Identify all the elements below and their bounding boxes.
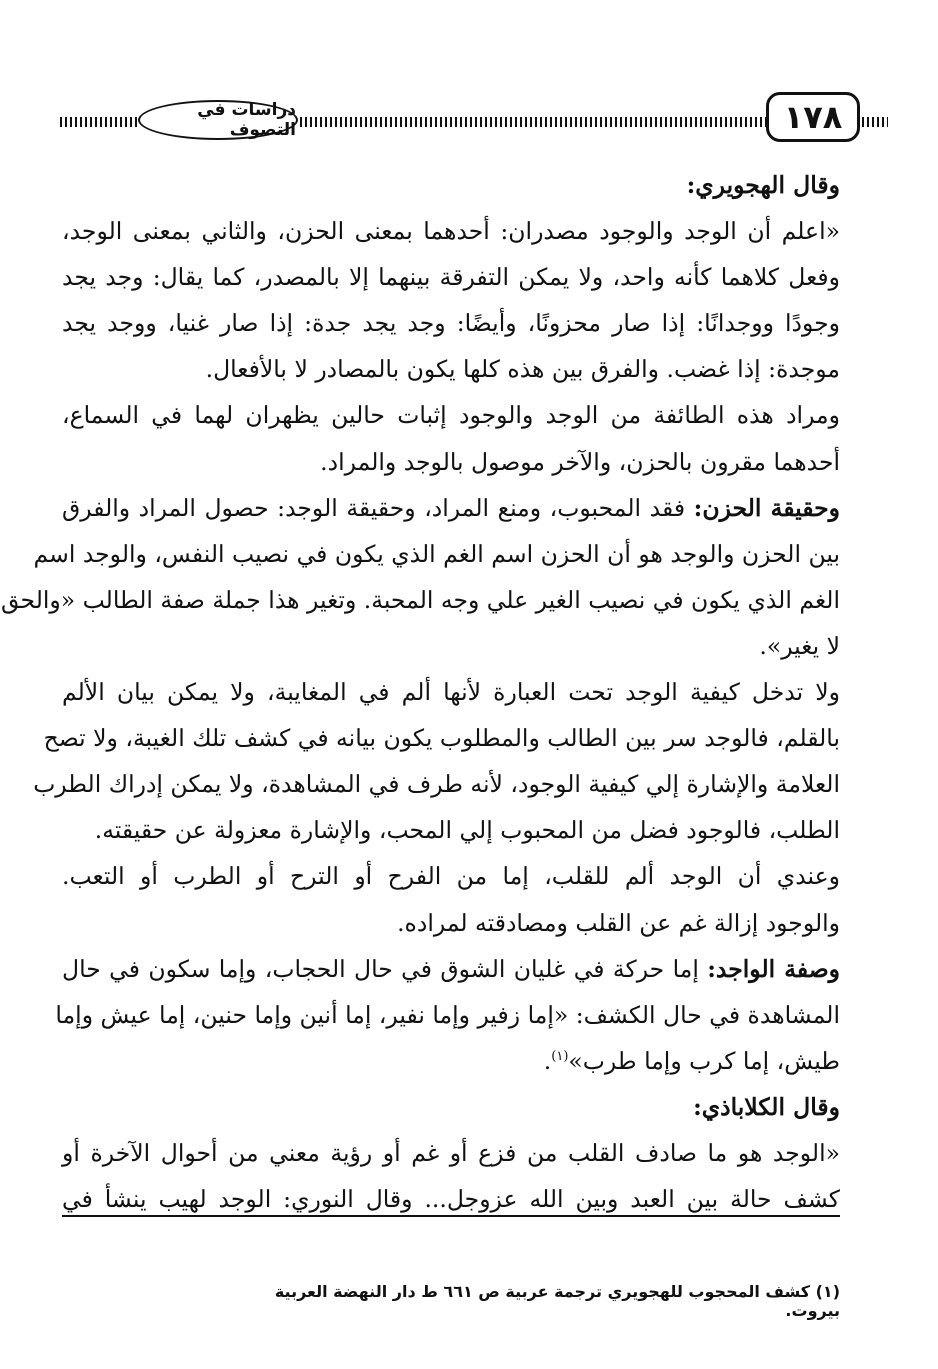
line-text: بين الحزن والوجد هو أن الحزن اسم الغم الذي يكون في نصيب النفس، والوجد اسم bbox=[33, 539, 840, 568]
text-line bbox=[33, 761, 840, 807]
text-line bbox=[62, 669, 840, 715]
line-text: أحدهما مقرون بالحزن، والآخر موصول بالوجد والمراد. bbox=[320, 447, 840, 476]
text-line bbox=[62, 946, 840, 992]
text-line bbox=[55, 992, 840, 1038]
text-line bbox=[62, 1038, 840, 1084]
text-line bbox=[62, 392, 840, 438]
line-text: وقال الكلاباذي: bbox=[693, 1092, 840, 1121]
line-text: العلامة والإشارة إلي كيفية الوجود، لأنه طرف في المشاهدة، ولا يمكن إدراك الطرب bbox=[33, 770, 840, 799]
text-line bbox=[62, 346, 840, 392]
line-text: وقال الهجويري: bbox=[686, 171, 840, 199]
text-line bbox=[33, 531, 840, 577]
text-line bbox=[62, 439, 840, 485]
line-text: بالقلم، فالوجد سر بين الطالب والمطلوب يكون بيانه في كشف تلك الغيبة، ولا تصح bbox=[43, 724, 840, 753]
text-line bbox=[62, 1130, 840, 1176]
line-text: ولا تدخل كيفية الوجد تحت العبارة لأنها ألم في المغايبة، ولا يمكن بيان الألم bbox=[62, 678, 840, 707]
page-header bbox=[46, 92, 888, 154]
section-heading bbox=[62, 1084, 840, 1130]
text-line bbox=[62, 807, 840, 853]
line-text: وعندي أن الوجد ألم للقلب، إما من الفرح أو الترح أو الطرب أو التعب. bbox=[62, 862, 840, 891]
paragraph-lead-term: وحقيقة الحزن: bbox=[693, 493, 841, 522]
text-line bbox=[62, 485, 840, 531]
paragraph-lead-term: وصفة الواجد: bbox=[707, 954, 841, 983]
line-text: طيش، إما كرب وإما طرب» bbox=[568, 1046, 840, 1075]
text-line bbox=[62, 300, 840, 346]
line-text: «الوجد هو ما صادف القلب من فزع أو غم أو رؤية معني من أحوال الآخرة أو bbox=[62, 1138, 840, 1167]
line-tail: . bbox=[543, 1046, 552, 1075]
line-text: والوجود إزالة غم عن القلب ومصادقته لمراده. bbox=[397, 908, 840, 937]
footnote-marker[interactable]: (١) bbox=[551, 1048, 569, 1064]
page-number: ١٧٨ bbox=[766, 92, 860, 142]
body-text bbox=[0, 162, 841, 1222]
header-ornament-rule-right bbox=[862, 117, 888, 127]
footnote: (١) كشف المحجوب للهجويري ترجمة عربية ص ٦٦١ ط دار النهضة العربية بيروت. bbox=[274, 1282, 840, 1320]
text-line bbox=[62, 208, 840, 254]
line-text: كشف حالة بين العبد وبين الله عزوجل... وقال النوري: الوجد لهيب ينشأ في bbox=[62, 1185, 840, 1214]
line-text: «اعلم أن الوجد والوجود مصدران: أحدهما بمعنى الحزن، والثاني بمعنى الوجد، bbox=[62, 217, 840, 246]
line-text: موجدة: إذا غضب. والفرق بين هذه كلها يكون بالمصادر لا بالأفعال. bbox=[205, 355, 840, 384]
running-title: دراسات في التصوف bbox=[138, 100, 298, 140]
line-text: الطلب، فالوجود فضل من المحبوب إلي المحب، والإشارة معزولة عن حقيقته. bbox=[94, 816, 840, 845]
line-text: ومراد هذه الطائفة من الوجد والوجود إثبات حالين يظهران لهما في السماع، bbox=[62, 401, 840, 430]
section-heading bbox=[62, 162, 840, 208]
text-line bbox=[62, 900, 840, 946]
header-ornament-rule-middle bbox=[300, 117, 766, 127]
text-line bbox=[62, 254, 840, 300]
text-line bbox=[62, 623, 840, 669]
line-text: المشاهدة في حال الكشف: «إما زفير وإما نفير، إما أنين وإما حنين، إما عيش وإما bbox=[55, 1000, 840, 1029]
text-line bbox=[62, 1176, 840, 1222]
header-ornament-rule-left bbox=[60, 117, 138, 127]
line-text: لا يغير». bbox=[759, 631, 840, 660]
line-text: الغم الذي يكون في نصيب الغير علي وجه المحبة. وتغير هذا جملة صفة الطالب «والحق bbox=[0, 585, 840, 614]
text-line bbox=[43, 715, 840, 761]
text-line bbox=[0, 577, 840, 623]
text-line bbox=[62, 853, 840, 899]
line-text: وجودًا ووجدانًا: إذا صار محزونًا، وأيضًا: وجد يجد جدة: إذا صار غنيا، ووجد يجد bbox=[62, 309, 840, 338]
line-text: فقد المحبوب، ومنع المراد، وحقيقة الوجد: حصول المراد والفرق bbox=[62, 493, 694, 522]
line-text: إما حركة في غليان الشوق في حال الحجاب، وإما سكون في حال bbox=[62, 954, 708, 983]
line-text: وفعل كلاهما كأنه واحد، ولا يمكن التفرقة بينهما إلا بالمصدر، كما يقال: وجد يجد bbox=[62, 263, 840, 292]
